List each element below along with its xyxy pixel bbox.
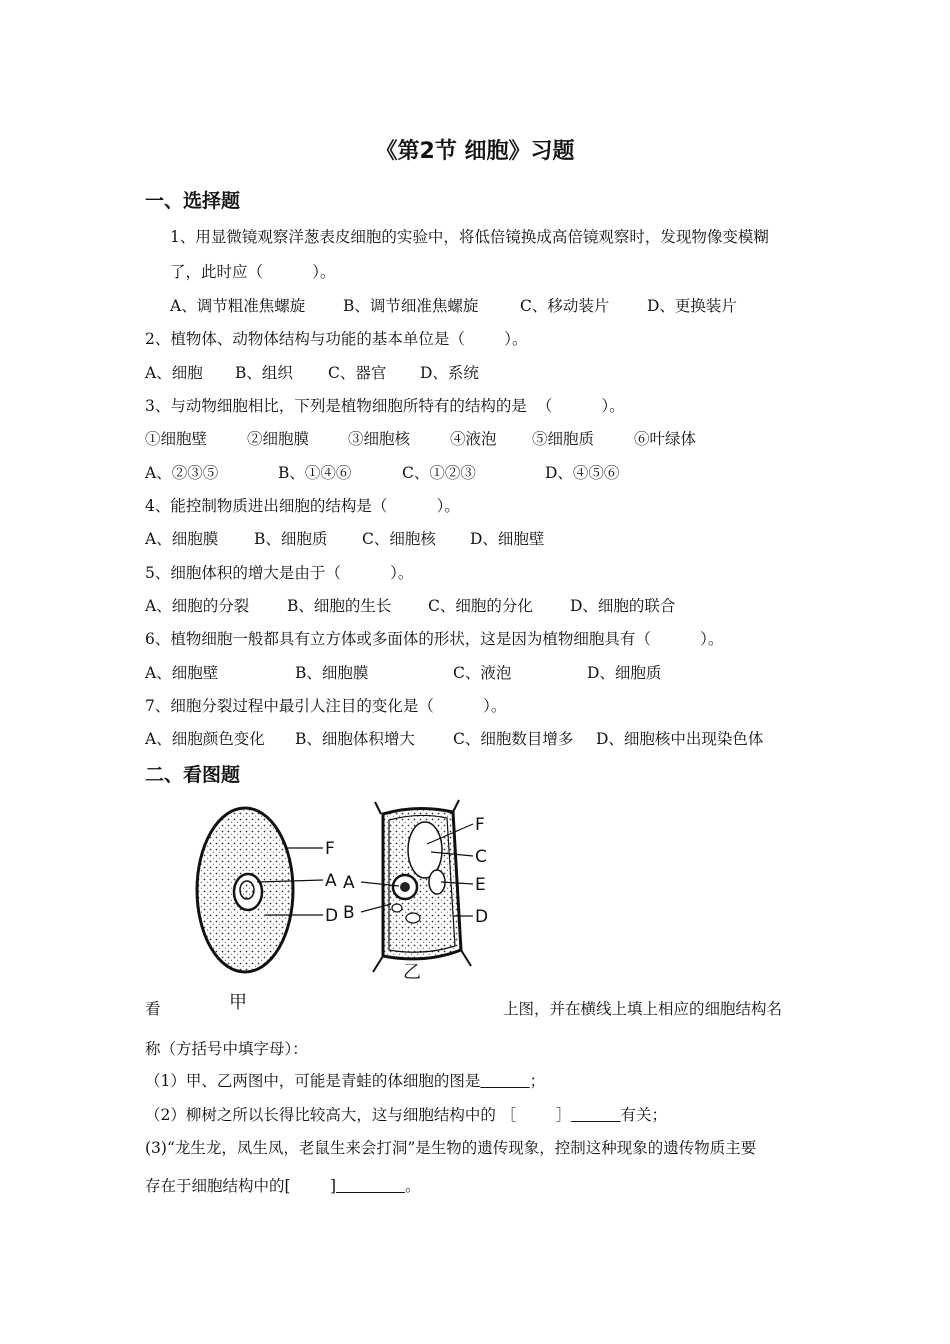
- label-f: F: [325, 839, 335, 859]
- q3-option-c: C、①②③: [402, 464, 476, 482]
- q4-option-b: B、细胞质: [254, 530, 328, 548]
- q2-option-c: C、器官: [328, 364, 387, 382]
- instruction-text: 上图，并在横线上填上相应的细胞结构名: [503, 1000, 783, 1018]
- cell-name-yi: 乙: [403, 962, 421, 983]
- q3-item-2: ②细胞膜: [247, 430, 310, 448]
- q1-option-d: D、更换装片: [647, 297, 737, 315]
- label-b: B: [343, 903, 355, 923]
- q3-item-4: ④液泡: [450, 430, 497, 448]
- q1-option-b: B、调节细准焦螺旋: [343, 297, 479, 315]
- q7-option-c: C、细胞数目增多: [453, 730, 574, 748]
- q3-item-3: ③细胞核: [348, 430, 411, 448]
- section-heading-figure: 二、看图题: [145, 764, 241, 786]
- answer-blank-2[interactable]: [571, 1106, 620, 1124]
- sub-question-1: （1）甲、乙两图中，可能是青蛙的体细胞的图是 ；: [145, 1072, 546, 1090]
- question-1-stem-cont: 了，此时应（ ）。: [170, 263, 336, 281]
- answer-blank-1[interactable]: [480, 1072, 529, 1090]
- question-5-stem: 5、细胞体积的增大是由于（ ）。: [145, 564, 414, 582]
- q5-option-b: B、细胞的生长: [287, 597, 392, 615]
- q3-option-d: D、④⑤⑥: [545, 464, 620, 482]
- page-title: 《第2节 细胞》习题: [375, 139, 575, 164]
- label-d: D: [475, 907, 489, 927]
- section-heading-choice: 一、选择题: [145, 190, 241, 212]
- q1-option-c: C、移动装片: [520, 297, 610, 315]
- sub-question-3-cont: 存在于细胞结构中的[ ] 。: [145, 1177, 421, 1195]
- q4-option-c: C、细胞核: [362, 530, 436, 548]
- sub-question-3: (3)“龙生龙，凤生凤，老鼠生来会打洞”是生物的遗传现象，控制这种现象的遗传物质主要: [145, 1139, 757, 1157]
- label-c: C: [475, 847, 487, 867]
- q6-option-d: D、细胞质: [587, 664, 662, 682]
- q7-option-d: D、细胞核中出现染色体: [596, 730, 764, 748]
- q5-option-d: D、细胞的联合: [570, 597, 676, 615]
- q3-item-1: ①细胞壁: [145, 430, 208, 448]
- label-f: F: [475, 815, 485, 835]
- question-1-stem: 1、用显微镜观察洋葱表皮细胞的实验中，将低倍镜换成高倍镜观察时，发现物像变模糊: [170, 228, 769, 246]
- sub-question-2: （2）柳树之所以长得比较高大，这与细胞结构中的 ［ ］ 有关；: [145, 1106, 668, 1124]
- q2-option-d: D、系统: [420, 364, 479, 382]
- q3-item-5: ⑤细胞质: [532, 430, 595, 448]
- instruction-start: 看: [145, 1000, 161, 1018]
- q6-option-b: B、细胞膜: [295, 664, 369, 682]
- question-2-stem: 2、植物体、动物体结构与功能的基本单位是（ ）。: [145, 330, 528, 348]
- q5-option-a: A、细胞的分裂: [145, 597, 250, 615]
- label-e: E: [475, 875, 486, 895]
- q3-option-b: B、①④⑥: [278, 464, 352, 482]
- label-d: D: [325, 906, 339, 926]
- cell-name-jia: 甲: [229, 992, 247, 1013]
- q5-option-c: C、细胞的分化: [428, 597, 533, 615]
- question-3-stem: 3、与动物细胞相比，下列是植物细胞所特有的结构的是 （ ）。: [145, 397, 625, 415]
- q3-item-6: ⑥叶绿体: [634, 430, 697, 448]
- q4-option-a: A、细胞膜: [145, 530, 219, 548]
- animal-cell: [197, 808, 338, 1013]
- question-7-stem: 7、细胞分裂过程中最引人注目的变化是（ ）。: [145, 697, 507, 715]
- instruction-cont: 称（方括号中填字母）：: [145, 1040, 308, 1058]
- q2-option-b: B、组织: [235, 364, 293, 382]
- label-a: A: [325, 871, 337, 891]
- question-4-stem: 4、能控制物质进出细胞的结构是（ ）。: [145, 497, 460, 515]
- q6-option-c: C、液泡: [453, 664, 512, 682]
- q7-option-b: B、细胞体积增大: [295, 730, 415, 748]
- q6-option-a: A、细胞壁: [145, 664, 219, 682]
- cell-diagram: [185, 800, 505, 1013]
- answer-blank-3[interactable]: [336, 1177, 405, 1195]
- q4-option-d: D、细胞壁: [470, 530, 545, 548]
- plant-cell: [343, 800, 488, 983]
- q2-option-a: A、细胞: [145, 364, 203, 382]
- q7-option-a: A、细胞颜色变化: [145, 730, 265, 748]
- q1-option-a: A、调节粗准焦螺旋: [170, 297, 306, 315]
- q3-option-a: A、②③⑤: [145, 464, 219, 482]
- label-a: A: [343, 873, 355, 893]
- question-6-stem: 6、植物细胞一般都具有立方体或多面体的形状，这是因为植物细胞具有（ ）。: [145, 630, 724, 648]
